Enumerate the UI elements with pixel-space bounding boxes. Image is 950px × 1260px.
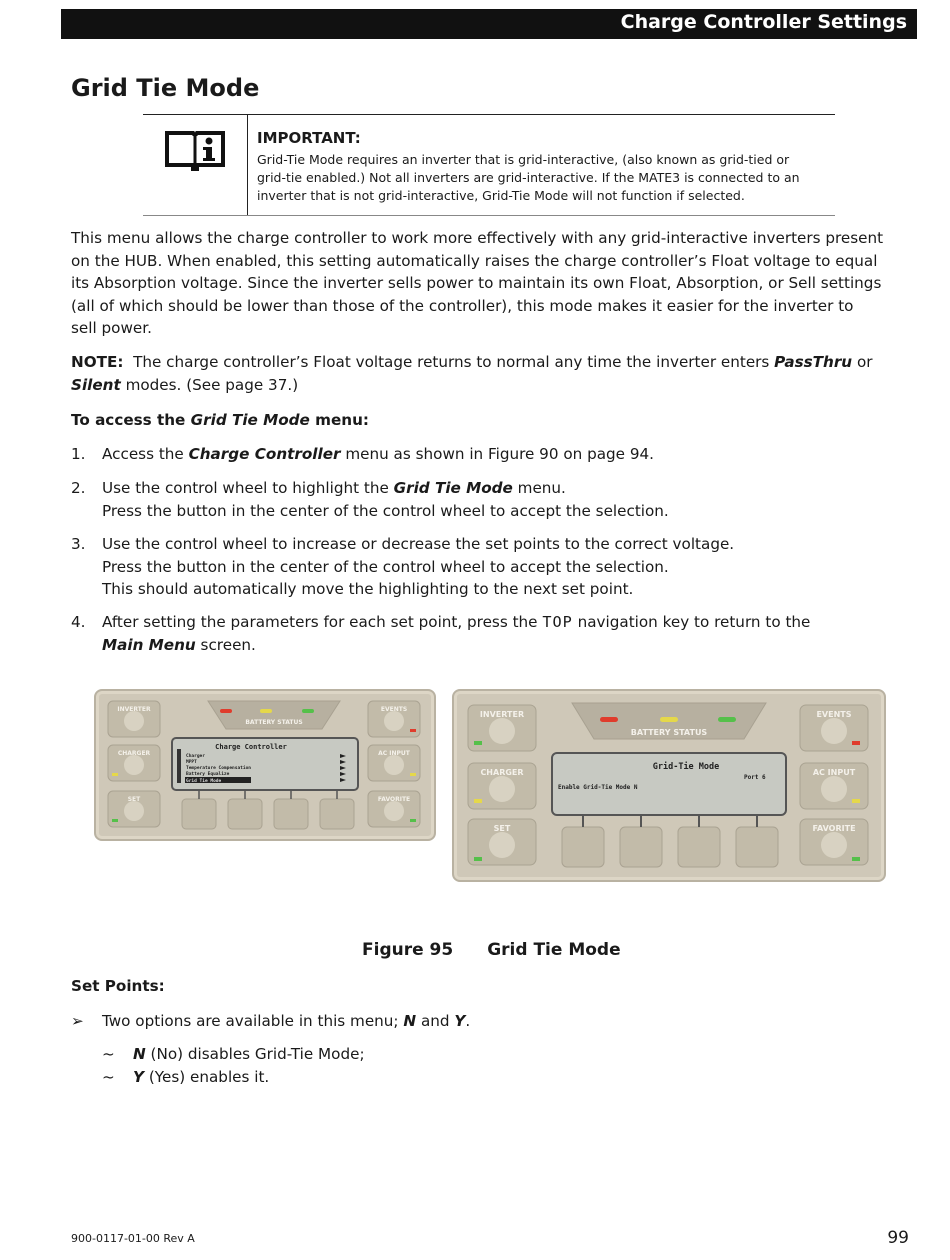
svg-text:EVENTS: EVENTS [816,710,852,719]
svg-text:EVENTS: EVENTS [380,706,408,713]
events-button [368,701,420,737]
figure-caption: Figure 95 Grid Tie Mode [362,940,621,960]
mate3-panel-left [94,689,436,841]
battery-led-yellow [660,717,678,722]
silent-term: Silent [71,375,121,394]
battery-led-red [600,717,618,722]
soft-key [182,799,354,829]
battery-led-yellow [260,709,272,713]
svg-text:INVERTER: INVERTER [479,710,525,719]
access-heading: To access the Grid Tie Mode menu: [71,411,369,429]
svg-text:SET: SET [127,796,141,803]
page-heading: Grid Tie Mode [71,74,260,102]
ac-input-button [800,763,868,809]
important-text: Grid-Tie Mode requires an inverter that is grid-interactive, (also known as grid-tied or grid-tie enabled.) Not all inverters are grid-interactive. If the MATE3 is connected to an inverter that is not grid-interactive, Grid-Tie Mode will not function if selected. [257,152,800,203]
svg-text:AC INPUT: AC INPUT [812,768,856,777]
soft-key [562,827,778,867]
favorite-button [800,819,868,865]
step-3: Use the control wheel to increase or decrease the set points to the correct voltage. Press the button in the center of the control wheel to accept the selection. This should automatically move the highlighting to the next set point. [102,535,735,599]
set-points-heading: Set Points: [71,977,165,995]
lcd-menu-item-selected: Grid Tie Mode [186,779,222,784]
step-number: 4. [71,613,86,631]
mate3-left-illustration [96,691,434,839]
svg-text:CHARGER: CHARGER [117,750,151,757]
section-title: Charge Controller Settings [620,11,907,33]
manual-info-icon [163,125,227,171]
tilde-bullet: ~ [102,1045,115,1063]
arrow-bullet-icon: ➢ [71,1012,84,1030]
mate3-panel-right [452,689,886,882]
options-bullet: Two options are available in this menu; N and Y. [102,1012,471,1030]
step-1: Access the Charge Controller menu as shown in Figure 90 on page 94. [102,445,654,463]
step-2: Use the control wheel to highlight the Grid Tie Mode menu. Press the button in the center of the control wheel to accept the selection. [102,479,669,520]
document-code: 900-0117-01-00 Rev A [71,1232,195,1245]
step-number: 1. [71,445,86,463]
step-4: After setting the parameters for each set point, press the TOP navigation key to return to the Main Menu screen. [102,613,811,654]
charger-button [108,745,160,781]
important-callout [143,114,835,216]
lcd-port: Port 6 [744,774,766,781]
lcd-title: Charge Controller [215,743,287,751]
top-key-label: TOP [542,613,573,631]
intro-paragraph: This menu allows the charge controller to work more effectively with any grid-interactive inverters present on the HUB. When enabled, this setting automatically raises the charge controller’s Float voltage to equal its Absorption voltage. Since the inverter sells power to maintain its own Float, Absorption, or Sell settings (all of which should be lower than those of the controller), this mode makes it easier for the inverter to sell power. [71,229,884,338]
battery-led-red [220,709,232,713]
important-title: IMPORTANT: [257,129,361,147]
battery-led-green [718,717,736,722]
set-button [468,819,536,865]
lcd-setting-line: Enable Grid-Tie Mode N [558,784,638,791]
mate3-right-illustration [454,691,884,880]
set-button [108,791,160,827]
svg-text:FAVORITE: FAVORITE [812,824,856,833]
page-header-bar [61,9,917,39]
option-no: N (No) disables Grid-Tie Mode; [133,1045,365,1063]
ac-input-button [368,745,420,781]
passthru-term: PassThru [774,353,853,371]
lcd-menu-item: MPPT [186,760,197,765]
step-number: 2. [71,479,86,497]
tilde-bullet: ~ [102,1068,115,1086]
battery-status-label: BATTERY STATUS [630,728,708,737]
battery-led-green [302,709,314,713]
lcd-menu-item: Battery Equalize [186,772,230,777]
svg-text:FAVORITE: FAVORITE [377,796,411,803]
svg-text:AC INPUT: AC INPUT [378,750,410,757]
lcd-menu-item: Charger [186,754,205,759]
note-paragraph: NOTE: The charge controller’s Float voltage returns to normal any time the inverter enters PassThru or Silent modes. (See page 37.) [71,353,873,394]
lcd-screen [172,738,358,790]
option-yes: Y (Yes) enables it. [133,1068,270,1086]
favorite-button [368,791,420,827]
lcd-title: Grid-Tie Mode [652,762,720,772]
events-button [800,705,868,751]
lcd-menu-item: Temperature Compensation [186,766,252,771]
step-number: 3. [71,535,86,553]
inverter-button [108,701,160,737]
battery-status-label: BATTERY STATUS [245,719,303,726]
page-number: 99 [887,1228,909,1248]
lcd-screen [552,753,786,815]
inverter-button [468,705,536,751]
svg-text:INVERTER: INVERTER [117,706,151,713]
svg-text:CHARGER: CHARGER [480,768,524,777]
note-label: NOTE: [71,353,124,371]
callout-divider [247,115,248,215]
svg-text:SET: SET [493,824,511,833]
charger-button [468,763,536,809]
